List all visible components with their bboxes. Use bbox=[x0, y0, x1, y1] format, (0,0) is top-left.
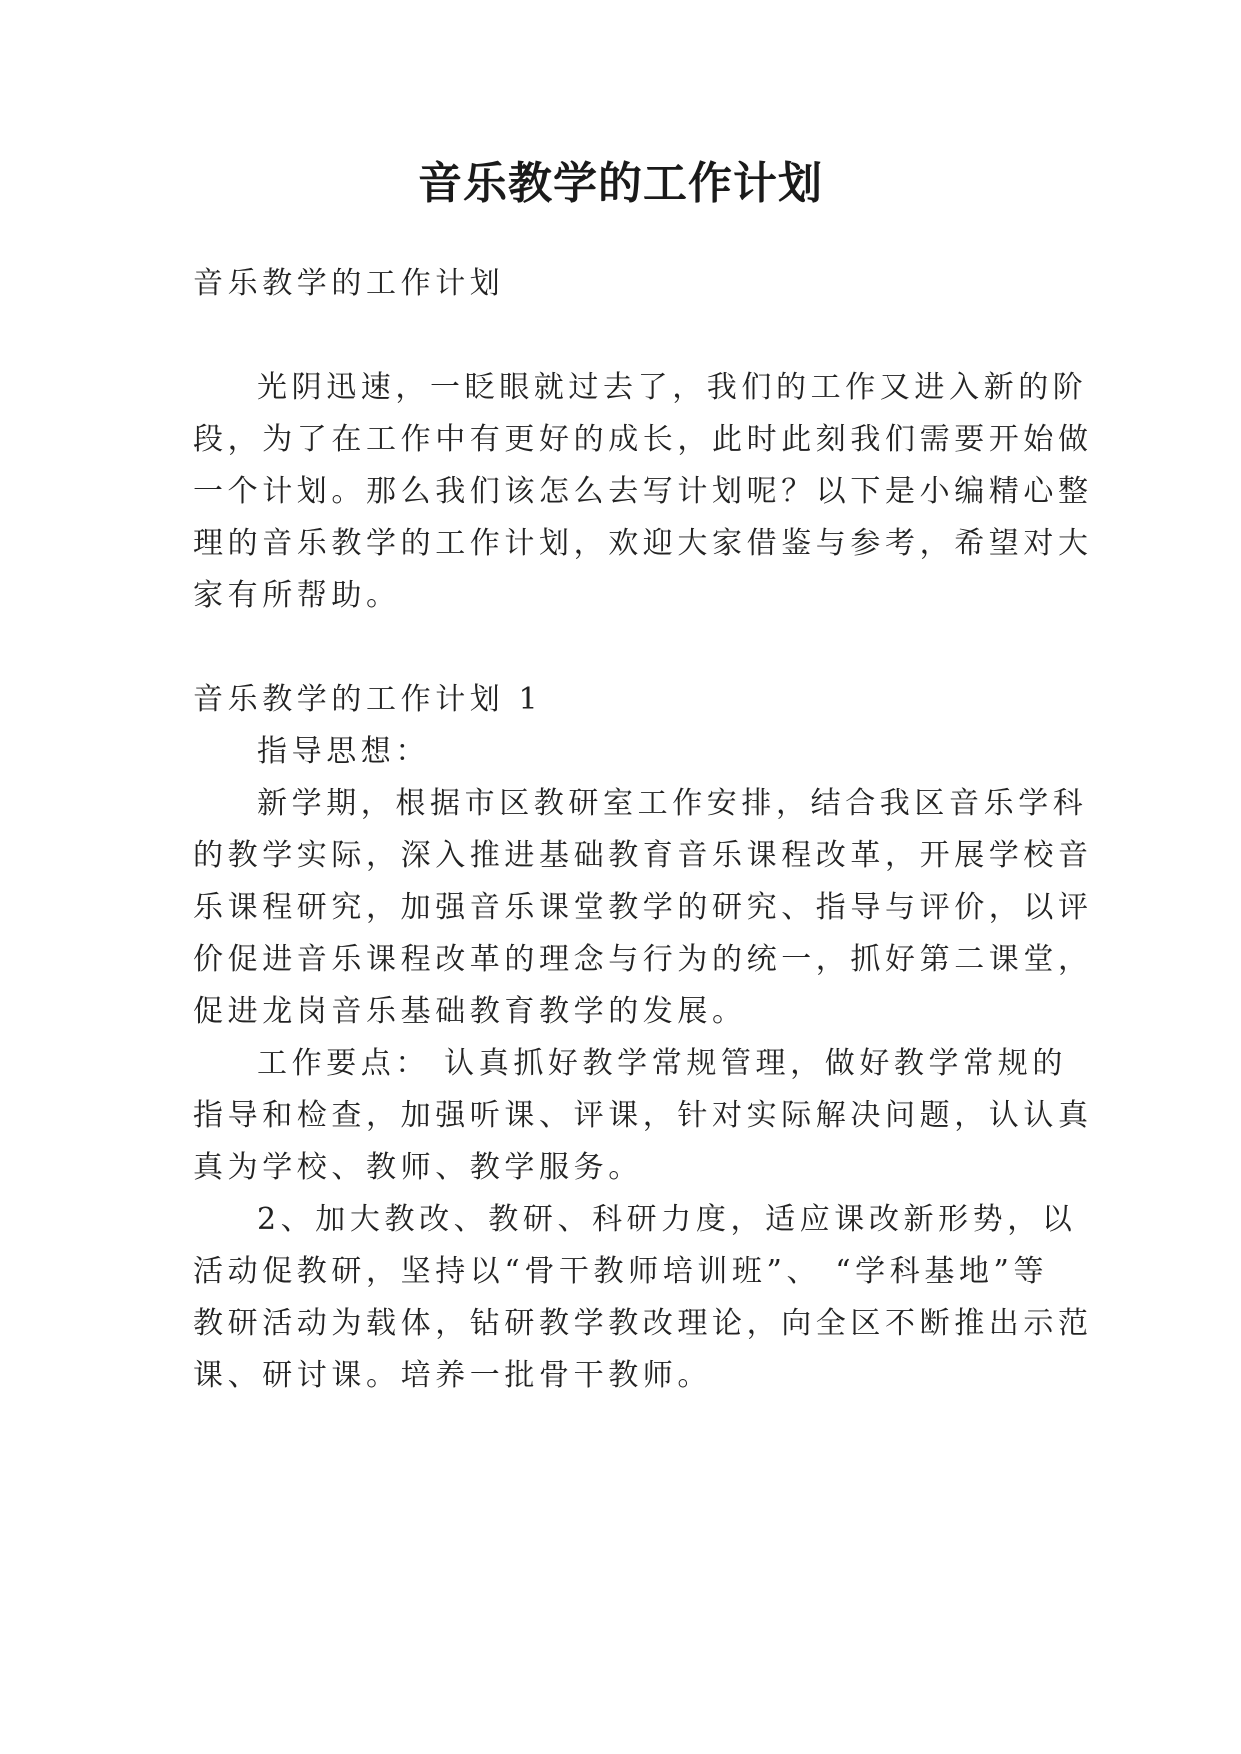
point2-line-4: 课、研讨课。培养一批骨干教师。 bbox=[193, 1358, 712, 1393]
points-line-3: 真为学校、教师、教学服务。 bbox=[193, 1150, 643, 1185]
guiding-line-4: 价促进音乐课程改革的理念与行为的统一，抓好第二课堂， bbox=[193, 942, 1093, 977]
points-line-1: 工作要点： 认真抓好教学常规管理，做好教学常规的 bbox=[257, 1046, 1067, 1081]
document-subtitle: 音乐教学的工作计划 bbox=[193, 266, 505, 301]
guiding-line-2: 的教学实际，深入推进基础教育音乐课程改革，开展学校音 bbox=[193, 838, 1093, 873]
guiding-line-3: 乐课程研究，加强音乐课堂教学的研究、指导与评价，以评 bbox=[193, 890, 1093, 925]
guiding-line-1: 新学期，根据市区教研室工作安排，结合我区音乐学科 bbox=[257, 786, 1088, 821]
guiding-line-5: 促进龙岗音乐基础教育教学的发展。 bbox=[193, 994, 747, 1029]
point2-line-3: 教研活动为载体，钻研教学教改理论，向全区不断推出示范 bbox=[193, 1306, 1093, 1341]
intro-line-4: 理的音乐教学的工作计划，欢迎大家借鉴与参考，希望对大 bbox=[193, 526, 1093, 561]
intro-line-5: 家有所帮助。 bbox=[193, 578, 401, 613]
point2-line-2: 活动促教研，坚持以“骨干教师培训班”、 “学科基地”等 bbox=[193, 1254, 1049, 1289]
guiding-heading: 指导思想： bbox=[257, 734, 430, 769]
document-title: 音乐教学的工作计划 bbox=[418, 158, 823, 209]
section-heading: 音乐教学的工作计划 1 bbox=[193, 682, 543, 717]
intro-line-1: 光阴迅速，一眨眼就过去了，我们的工作又进入新的阶 bbox=[257, 370, 1088, 405]
intro-line-3: 一个计划。那么我们该怎么去写计划呢？以下是小编精心整 bbox=[193, 474, 1093, 509]
points-line-2: 指导和检查，加强听课、评课，针对实际解决问题，认认真 bbox=[193, 1098, 1093, 1133]
point2-line-1: 2、加大教改、教研、科研力度，适应课改新形势，以 bbox=[257, 1202, 1077, 1237]
intro-line-2: 段，为了在工作中有更好的成长，此时此刻我们需要开始做 bbox=[193, 422, 1093, 457]
